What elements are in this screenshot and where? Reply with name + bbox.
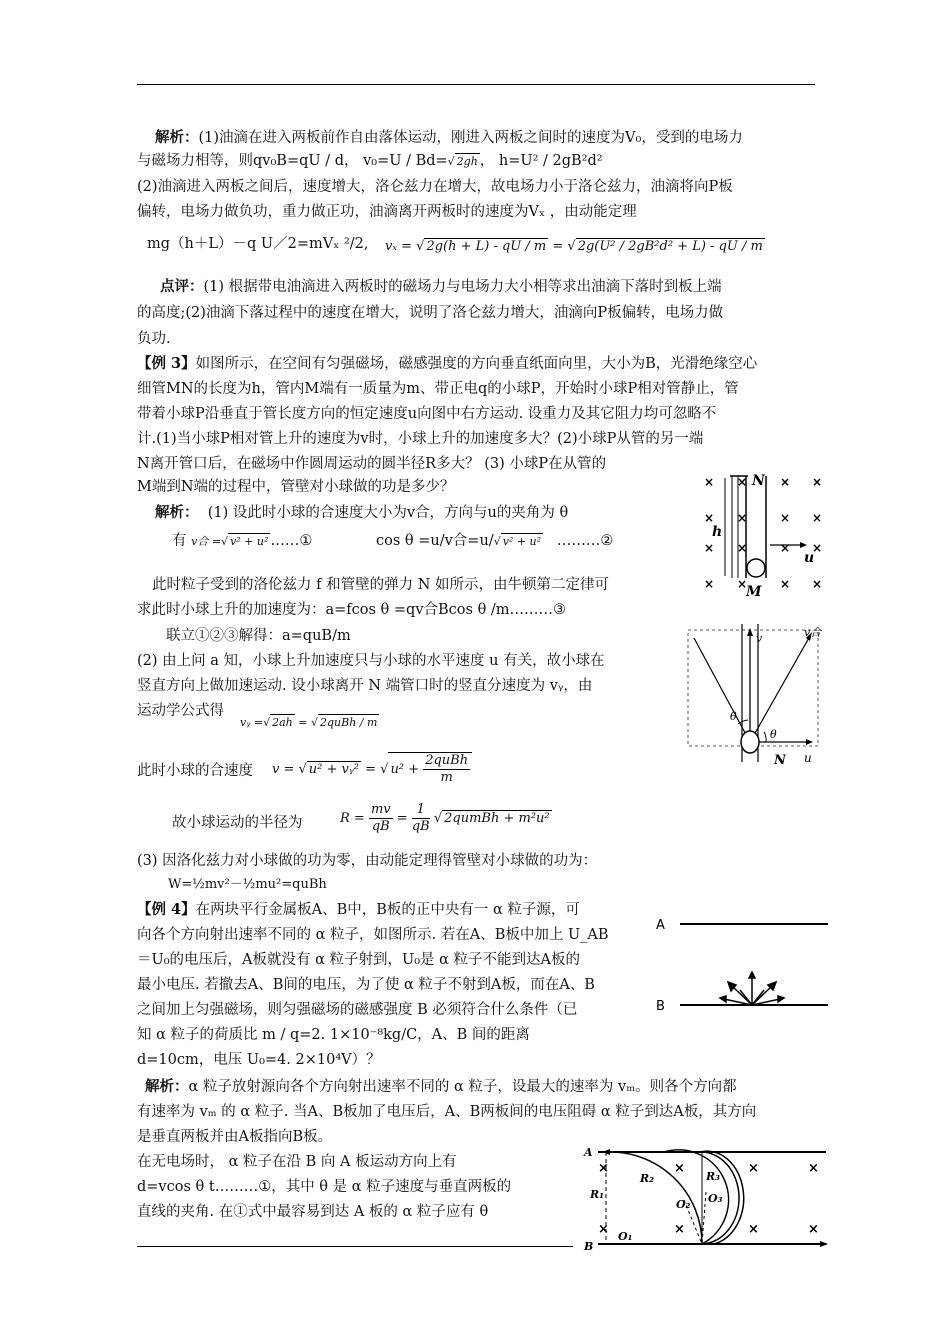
- field-cross: ×: [704, 577, 715, 591]
- label-theta: θ: [770, 728, 777, 741]
- plate-A-label: A: [584, 1146, 593, 1159]
- solution-label: 解析：: [155, 504, 199, 521]
- field-cross: ×: [780, 475, 791, 489]
- field-cross: ×: [737, 475, 748, 489]
- solution-line: (2) 由上问 a 知，小球上升加速度只与小球的水平速度 u 有关，故小球在: [137, 653, 605, 669]
- label-O2: O₂: [676, 1198, 691, 1211]
- example-3-line: N离开管口后，在磁场中作圆周运动的圆半径R多大？ (3) 小球P在从管的: [137, 456, 607, 472]
- solution-line: 解析：(1)油滴在进入两板前作自由落体运动，刚进入两板之间时的速度为V₀，受到的电场力: [155, 129, 743, 146]
- radius-formula: R = $\frac{mv}{qB}$ = $\frac{1}{qB}$ √ 2qumBh + m²u²: [340, 802, 550, 834]
- field-cross: ×: [812, 511, 823, 525]
- field-cross: ×: [748, 1161, 759, 1176]
- example-4-line: d=10cm，电压 U₀=4. 2×10⁴V）？: [137, 1052, 381, 1068]
- solution-line: d=vcos θ t………①，其中 θ 是 α 粒子速度与垂直两板的: [137, 1179, 512, 1195]
- solution-line: 此时粒子受到的洛伦兹力 f 和管壁的弹力 N 如所示，由牛顿第二定律可: [152, 577, 609, 593]
- comment-label: 点评：: [160, 278, 204, 295]
- example-4-line: 知 α 粒子的荷质比 m / q=2. 1×10⁻⁸kg/C，A、B 间的距离: [137, 1027, 530, 1043]
- solution-line: 求此时小球上升的加速度为：a=fcos θ =qv合Bcos θ /m………③: [137, 602, 567, 618]
- field-cross: ×: [737, 541, 748, 555]
- label-R3: R₃: [706, 1170, 720, 1183]
- comment-line: 的高度;(2)油滴下落过程中的速度在增大，说明了洛仑兹力增大，油滴向P板偏转，电场力做: [137, 305, 724, 321]
- solution-line: 运动学公式得: [137, 703, 224, 719]
- solution-line: 偏转，电场力做负功，重力做正功，油滴离开两板时的速度为Vₓ ，由动能定理: [137, 204, 637, 220]
- energy-equation: mg（h＋L）－q U／2=mVₓ ²/2,: [147, 236, 369, 252]
- solution-label: 解析：: [145, 1078, 189, 1095]
- solution-line: 与磁场力相等，则qv₀B=qU / d， v₀=U / Bd=√ 2gh ， h=U² / 2gB²d²: [137, 153, 603, 169]
- label-R1: R₁: [590, 1188, 604, 1201]
- field-cross: ×: [598, 1161, 609, 1176]
- example-4-line: 之间加上匀强磁场，则匀强磁场的磁感强度 B 必须符合什么条件（已: [137, 1002, 578, 1018]
- example-3-label: 【例 3】: [137, 355, 196, 372]
- field-cross: ×: [674, 1222, 685, 1237]
- label-O3: O₃: [708, 1192, 723, 1205]
- example-3-line: 细管MN的长度为h，管内M端有一质量为m、带正电q的小球P，开始时小球P相对管静止，管: [137, 381, 739, 397]
- label-theta: θ: [730, 710, 737, 723]
- field-cross: ×: [598, 1222, 609, 1237]
- label-u: u: [804, 550, 815, 566]
- example-3-line: 【例 3】如图所示，在空间有匀强磁场，磁感强度的方向垂直纸面向里，大小为B，光滑绝缘空心: [137, 355, 758, 372]
- label-N: N: [774, 753, 786, 768]
- header-rule: [137, 84, 815, 85]
- field-cross: ×: [748, 1222, 759, 1237]
- plate-B-label: B: [584, 1240, 594, 1253]
- label-v-he: v合: [804, 626, 822, 639]
- vx-formula: vₓ = √ 2g(h + L) - qU / m = √ 2g(U² / 2gB²d² + L) - qU / m: [385, 239, 763, 254]
- example-4-line: 向各个方向射出速率不同的 α 粒子，如图所示. 若在A、B板中加上 U_AB: [137, 927, 609, 943]
- label-u: u: [804, 751, 812, 765]
- solution-label: 解析：: [155, 129, 199, 146]
- example-4-line: 最小电压. 若撤去A、B间的电压，为了使 α 粒子不射到A板，而在A、B: [137, 977, 595, 993]
- field-cross: ×: [704, 475, 715, 489]
- field-cross: ×: [737, 511, 748, 525]
- solution-line: 解析： (1) 设此时小球的合速度大小为v合，方向与u的夹角为 θ: [155, 504, 569, 521]
- label-N: N: [752, 473, 765, 489]
- tube-figure: [700, 470, 830, 600]
- solution-line: 解析：α 粒子放射源向各个方向射出速率不同的 α 粒子，设最大的速率为 vₘ。则各个方向都: [145, 1078, 737, 1095]
- velocity-formula: v = √ u² + vᵧ² = √ u² + $\frac{\text{2quBh}}{m}$: [272, 752, 472, 786]
- label-M: M: [746, 584, 762, 600]
- label-R2: R₂: [640, 1172, 654, 1185]
- formula-line: cos θ =u/v合=u/√ v² + u² ………②: [376, 533, 614, 549]
- field-cross: ×: [704, 541, 715, 555]
- field-cross: ×: [812, 541, 823, 555]
- formula-line: 有 v合 =√ v² + u² ……①: [172, 533, 313, 549]
- label-v: v: [756, 632, 763, 645]
- solution-line: 故小球运动的半径为: [172, 815, 303, 831]
- field-cross: ×: [704, 511, 715, 525]
- solution-line: 此时小球的合速度: [137, 763, 253, 779]
- example-3-line: 带着小球P沿垂直于管长度方向的恒定速度u向图中右方运动. 设重力及其它阻力均可忽略不: [137, 406, 717, 422]
- vy-formula: vᵧ =√ 2ah = √ 2quBh / m: [240, 716, 378, 729]
- plate-B-label: B: [656, 999, 665, 1012]
- work-formula: W=½mv²－½mu²=quBh: [168, 877, 327, 892]
- solution-line: (3) 因洛化兹力对小球做的功为零，由动能定理得管壁对小球做的功为：: [137, 853, 598, 869]
- field-cross: ×: [808, 1222, 819, 1237]
- plate-A-label: A: [656, 918, 665, 933]
- solution-line: 是垂直两板并由A板指向B板。: [137, 1129, 333, 1145]
- solution-line: 直线的夹角. 在①式中最容易到达 A 板的 α 粒子应有 θ: [137, 1204, 489, 1220]
- field-cross: ×: [780, 577, 791, 591]
- plates-figure: [652, 912, 832, 1012]
- example-4-line: ＝U₀的电压后，A板就没有 α 粒子射到，U₀是 α 粒子不能到达A板的: [137, 952, 581, 968]
- solution-line: 竖直方向上做加速运动. 设小球离开 N 端管口时的竖直分速度为 vᵧ，由: [137, 678, 593, 694]
- field-cross: ×: [780, 541, 791, 555]
- example-4-label: 【例 4】: [137, 901, 196, 918]
- field-cross: ×: [780, 511, 791, 525]
- comment-line: 负功.: [137, 331, 171, 347]
- label-h: h: [712, 524, 723, 540]
- field-cross: ×: [808, 1161, 819, 1176]
- label-O1: O₁: [618, 1230, 633, 1243]
- velocity-figure: [682, 622, 822, 772]
- field-cross: ×: [812, 475, 823, 489]
- solution-line: 在无电场时， α 粒子在沿 B 向 A 板运动方向上有: [137, 1154, 457, 1170]
- field-cross: ×: [674, 1161, 685, 1176]
- solution-line: (2)油滴进入两板之间后，速度增大，洛仑兹力在增大，故电场力小于洛仑兹力，油滴将向P板: [137, 179, 733, 195]
- field-cross: ×: [812, 577, 823, 591]
- solution-line: 有速率为 vₘ 的 α 粒子. 当A、B板加了电压后，A、B两板间的电压阻碍 α 粒子到达A板，其方向: [137, 1104, 757, 1120]
- field-cross: ×: [737, 577, 748, 591]
- example-3-line: M端到N端的过程中，管壁对小球做的功是多少？: [137, 479, 455, 495]
- example-4-line: 【例 4】在两块平行金属板A、B中，B板的正中央有一 α 粒子源，可: [137, 901, 580, 918]
- footer-rule: [137, 1246, 573, 1247]
- trajectory-figure: [580, 1138, 830, 1253]
- comment-line: 点评：(1) 根据带电油滴进入两板时的磁场力与电场力大小相等求出油滴下落时到板上端: [160, 278, 722, 295]
- solution-line: 联立①②③解得：a=quB/m: [166, 628, 351, 644]
- example-3-line: 计.(1)当小球P相对管上升的速度为v时，小球上升的加速度多大？(2)小球P从管的另一端: [137, 431, 704, 447]
